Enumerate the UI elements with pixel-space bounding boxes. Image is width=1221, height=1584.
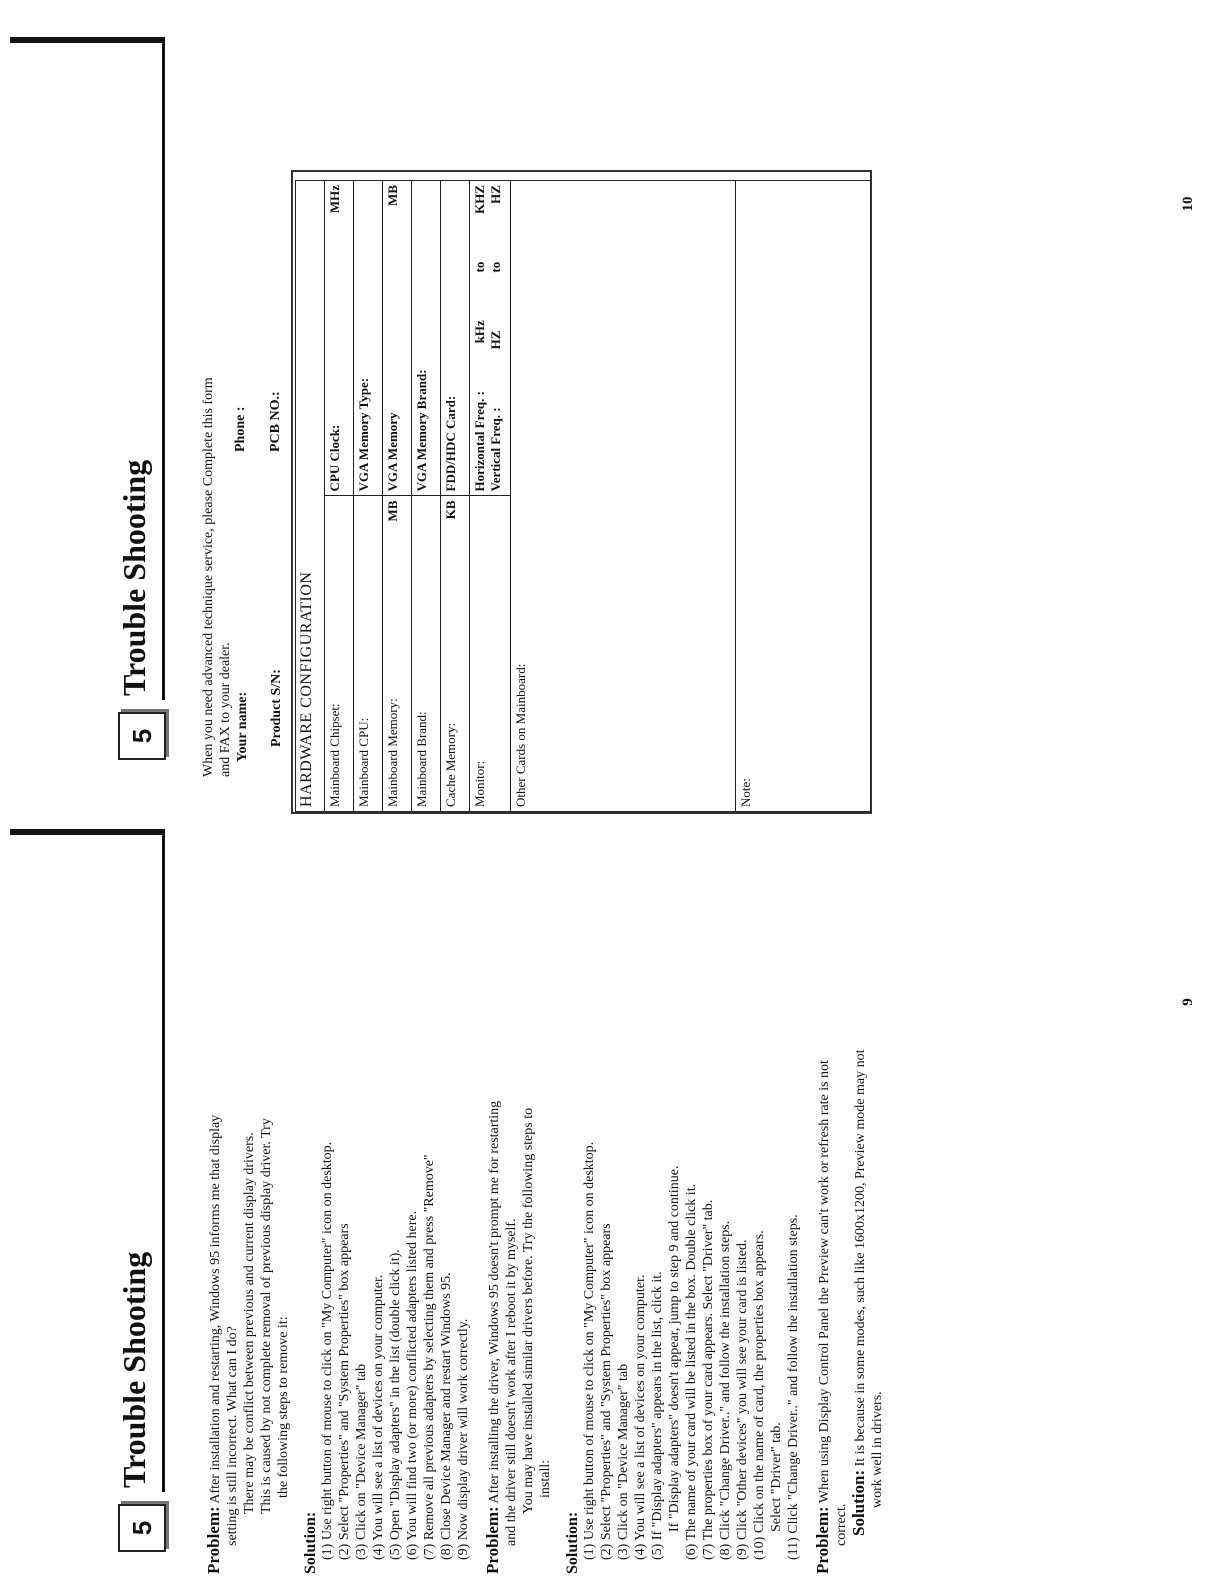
left-page bbox=[0, 792, 1221, 1584]
section-number-badge: 5 bbox=[118, 712, 166, 760]
text-line: You may have installed similar drivers before. Try the following steps to bbox=[521, 1107, 536, 1514]
cell-label: Mainboard CPU: bbox=[356, 717, 371, 807]
vertical-freq-row bbox=[488, 185, 504, 492]
left-page-content bbox=[205, 804, 886, 1574]
problem-3 bbox=[814, 804, 850, 1574]
problem-2 bbox=[484, 804, 554, 1574]
your-name-label: Your name: bbox=[235, 691, 250, 762]
page-number: 9 bbox=[1180, 998, 1196, 1006]
text-line: After installing the driver, Windows 95 doesn't prompt me for restarting bbox=[487, 1100, 502, 1504]
text-line: install: bbox=[538, 1459, 553, 1498]
list-item: Select "Driver" tab. bbox=[769, 1422, 784, 1532]
text-line: setting is still incorrect. What can I do? bbox=[225, 1326, 240, 1546]
unit: to bbox=[472, 261, 487, 273]
right-page-header bbox=[110, 40, 180, 760]
section-number-badge: 5 bbox=[118, 1504, 166, 1552]
cell-label: VGA Memory Type: bbox=[356, 377, 371, 492]
text-line: and FAX to your dealer. bbox=[218, 642, 233, 777]
cell-label: Mainboard Memory: bbox=[385, 698, 400, 807]
hardware-config-table bbox=[295, 180, 871, 812]
cell-label: Mainboard Chipset: bbox=[327, 703, 342, 807]
table-row bbox=[470, 181, 511, 812]
list-item: (6) The name of your card will be listed in the box. Double click it. bbox=[684, 1183, 699, 1560]
list-item: (11) Click "Change Driver.." and follow the installation steps. bbox=[786, 1214, 801, 1560]
cell-label: VGA Memory bbox=[385, 412, 400, 492]
text-line: the following steps to remove it: bbox=[276, 1316, 291, 1498]
table-row bbox=[412, 181, 441, 812]
table-row bbox=[354, 181, 383, 812]
header-rule bbox=[162, 832, 165, 1492]
table-row bbox=[383, 181, 412, 812]
solution-label: Solution: bbox=[849, 1469, 868, 1536]
text-line: and the driver still doesn't work after I reboot it by myself. bbox=[504, 1218, 519, 1546]
text-line: After installation and restarting, Windows 95 informs me that display bbox=[208, 1114, 223, 1504]
cell-label: Vertical Freq. : bbox=[488, 407, 503, 492]
solution-label: Solution: bbox=[302, 1511, 319, 1574]
table-row bbox=[325, 181, 354, 812]
table-heading: HARDWARE CONFIGURATION bbox=[296, 181, 325, 812]
problem-label: Problem: bbox=[204, 1506, 223, 1574]
list-item: If "Display adapters" doesn't appear, jump to step 9 and continue. bbox=[667, 1165, 682, 1532]
header-rule bbox=[162, 40, 165, 700]
list-item: (9) Now display driver will work correctly. bbox=[456, 1318, 471, 1560]
list-item: (8) Click "Change Driver.." and follow the installation steps. bbox=[718, 1220, 733, 1560]
unit: MHz bbox=[327, 185, 342, 214]
solution-steps bbox=[581, 804, 802, 1574]
page-number: 10 bbox=[1180, 196, 1196, 212]
list-item: (10) Click on the name of card, the properties box appears. bbox=[752, 1230, 767, 1560]
text-line: When you need advanced technique service, please Complete this form bbox=[201, 377, 216, 777]
unit: to bbox=[488, 261, 503, 273]
text-line: work well in drivers. bbox=[870, 1391, 885, 1508]
solution-steps bbox=[319, 804, 472, 1574]
horizontal-freq-row bbox=[472, 185, 488, 492]
form-intro bbox=[200, 57, 234, 777]
list-item: (9) Click "Other devices" you will see your card is listed. bbox=[735, 1239, 750, 1560]
problem-label: Problem: bbox=[813, 1506, 832, 1574]
list-item: (3) Click on "Device Manager" tab bbox=[354, 1363, 369, 1560]
pcb-no-label: PCB NO.: bbox=[268, 391, 283, 452]
unit: HZ bbox=[488, 330, 503, 350]
page-title: Trouble Shooting bbox=[116, 459, 152, 696]
cell-label: Monitor: bbox=[472, 760, 487, 807]
text-line: correct. bbox=[834, 1503, 849, 1546]
list-item: (1) Use right button of mouse to click on "My Computer" icon on desktop. bbox=[582, 1141, 597, 1560]
solution-label: Solution: bbox=[564, 1511, 581, 1574]
cell-label: Mainboard Brand: bbox=[414, 711, 429, 807]
header-rule-vertical bbox=[10, 829, 165, 835]
cell-label: CPU Clock: bbox=[327, 424, 342, 492]
cell-label: Cache Memory: bbox=[443, 722, 458, 807]
list-item: (4) You will see a list of devices on your computer. bbox=[371, 1274, 386, 1560]
list-item: (6) You will find two (or more) conflicted adapters listed here. bbox=[405, 1210, 420, 1560]
list-item: (4) You will see a list of devices on your computer. bbox=[633, 1274, 648, 1560]
problem-label: Problem: bbox=[483, 1506, 502, 1574]
list-item: (7) The properties box of your card appears. Select "Driver" tab. bbox=[701, 1199, 716, 1560]
list-item: (5) Open "Display adapters" in the list (double click it). bbox=[388, 1249, 403, 1560]
table-row bbox=[441, 181, 470, 812]
unit: KHZ bbox=[472, 185, 487, 214]
list-item: (2) Select "Properties" and "System Properties" box appears bbox=[337, 1223, 352, 1560]
list-item: (7) Remove all previous adapters by selecting them and press "Remove" bbox=[422, 1154, 437, 1560]
page-title: Trouble Shooting bbox=[116, 1251, 152, 1488]
table-row bbox=[736, 181, 871, 812]
list-item: (5) If "Display adapters" appears in the list, click it. bbox=[650, 1271, 665, 1560]
unit: kHz bbox=[472, 320, 487, 344]
solution-3 bbox=[850, 804, 886, 1574]
phone-label: Phone : bbox=[233, 406, 248, 452]
unit: KB bbox=[443, 500, 458, 520]
list-item: (8) Close Device Manager and restart Windows 95. bbox=[439, 1272, 454, 1560]
cell-label: VGA Memory Brand: bbox=[414, 369, 429, 492]
cell-label: Note: bbox=[738, 778, 753, 807]
product-sn-label: Product S/N: bbox=[269, 669, 284, 747]
list-item: (3) Click on "Device Manager" tab bbox=[616, 1363, 631, 1560]
unit: MB bbox=[385, 500, 400, 522]
text-line: It is because in some modes, such like 1600x1200, Preview mode may not bbox=[853, 1049, 868, 1467]
table-row bbox=[511, 181, 736, 812]
list-item: (2) Select "Properties" and "System Properties" box appears bbox=[599, 1223, 614, 1560]
unit: MB bbox=[385, 185, 400, 206]
text-line: There may be conflict between previous and current display drivers. bbox=[242, 1132, 257, 1514]
list-item: (1) Use right button of mouse to click on "My Computer" icon on desktop. bbox=[320, 1141, 335, 1560]
header-rule-vertical bbox=[10, 37, 165, 43]
unit: HZ bbox=[488, 185, 503, 204]
text-line: This is caused by not complete removal of previous display driver. Try bbox=[259, 1118, 274, 1514]
text-line: When using Display Control Panel the Preview can't work or refresh rate is not bbox=[817, 1060, 832, 1504]
problem-1 bbox=[205, 804, 292, 1574]
left-page-header bbox=[110, 832, 180, 1552]
cell-label: FDD/HDC Card: bbox=[443, 395, 458, 492]
cell-label: Horizontal Freq. : bbox=[472, 391, 487, 492]
cell-label: Other Cards on Mainboard: bbox=[513, 663, 528, 807]
